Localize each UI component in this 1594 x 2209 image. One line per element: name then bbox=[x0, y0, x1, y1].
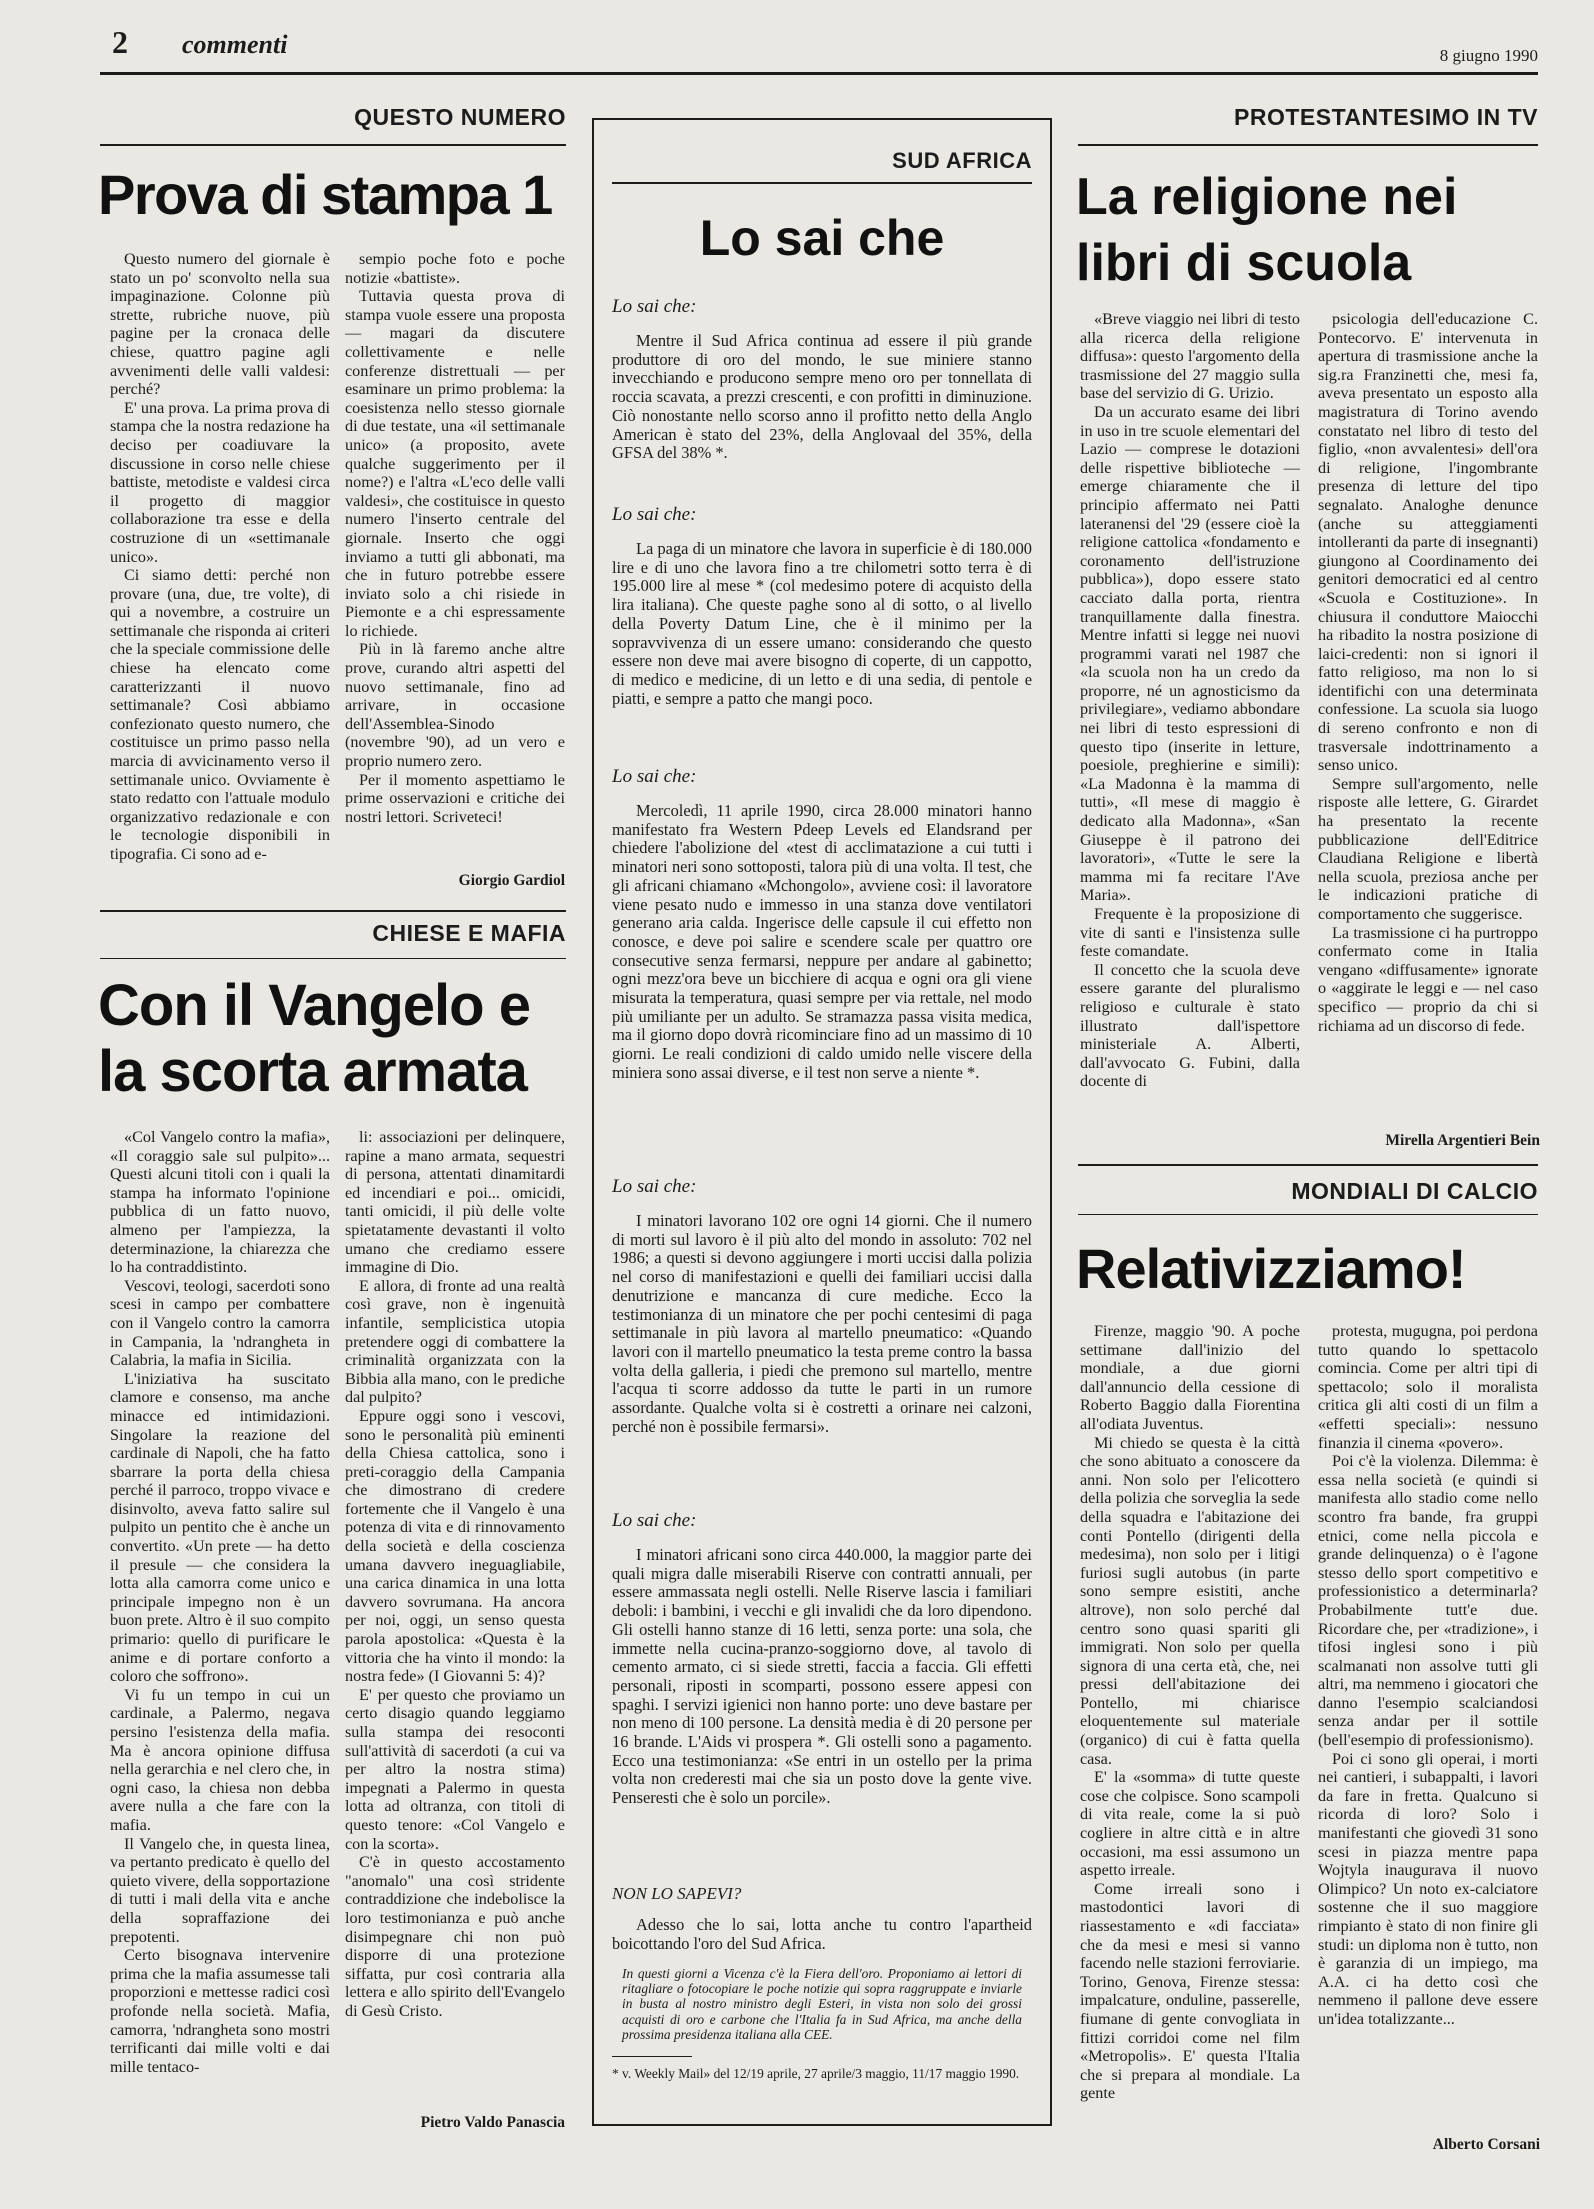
sud-africa-para-1 bbox=[612, 332, 1032, 480]
sud-africa-para-5 bbox=[612, 1546, 1032, 1898]
page-number: 2 bbox=[112, 24, 128, 60]
sud-africa-footnote: * v. Weekly Mail» del 12/19 aprile, 27 aprile/3 maggio, 11/17 maggio 1990. bbox=[612, 2066, 1020, 2081]
headline-relativizziamo: Relativizziamo! bbox=[1076, 1237, 1466, 1300]
kicker-protestantesimo: PROTESTANTESIMO IN TV bbox=[1234, 104, 1538, 130]
signature-corsani: Alberto Corsani bbox=[1432, 2136, 1540, 2153]
paragraph: «Breve viaggio nei libri di testo alla ricerca della religione diffusa»: questo l'argomento della trasmissione del 27 maggio sulla base del servizio di G. Urizio. bbox=[1080, 310, 1300, 403]
lead-lo-sai-che: Lo sai che: bbox=[612, 1510, 697, 1531]
paragraph: Come irreali sono i mastodontici lavori di riassestamento e «di facciata» che da mesi e mesi si vanno facendo nelle stazioni ferroviarie. Torino, Genova, Firenze stessa: impalcature, onduline, passerelle, fiumane di gente convogliata in fittizi corridoi come nel film «Metropolis». E' questa l'Italia che si prepara al mondiale. La gente bbox=[1080, 1879, 1300, 2103]
sud-africa-note: In questi giorni a Vicenza c'è la Fiera dell'oro. Proponiamo ai lettori di ritagliare o fotocopiare le poche notizie qui sopra raggruppate e inviarle in busta al nostro ministro degli Esteri, in vista non solo dei grossi acquisti di oro e carbone che l'Italia fa in Sud Africa, ma anche della prossima presidenza italiana alla CEE. bbox=[622, 1966, 1022, 2042]
kicker-chiese-mafia: CHIESE E MAFIA bbox=[372, 920, 566, 946]
paragraph: E' una prova. La prima prova di stampa che la nostra redazione ha deciso per coadiuvare la discussione in corso nelle chiese battiste, metodiste e valdesi circa il progetto di maggior collaborazione tra esse e della costruzione di un «settimanale unico». bbox=[110, 398, 330, 566]
paragraph: Il concetto che la scuola deve essere garante del pluralismo religioso e culturale è stato illustrato dall'ispettore ministeriale A. Alberti, dall'avvocato G. Fubini, dalla docente di bbox=[1080, 960, 1300, 1091]
paragraph: Firenze, maggio '90. A poche settimane dall'inizio del mondiale, a due giorni dall'annuncio della cessione di Roberto Baggio dalla Fiorentina all'odiata Juventus. bbox=[1080, 1322, 1300, 1433]
paragraph: «Col Vangelo contro la mafia», «Il coraggio sale sul pulpito»... Questi alcuni titoli con i quali la stampa ha informato l'opinione pubblica di un fatto nuovo, almeno per l'ampiezza, la determinazione, la chiarezza che lo ha contraddistinto. bbox=[110, 1128, 330, 1277]
paragraph: Frequente è la proposizione di vite di santi e l'insistenza sulle feste comandate. bbox=[1080, 905, 1300, 961]
paragraph: La trasmissione ci ha purtroppo confermato come in Italia vengano «diffusamente» ignorate o «aggirate le leggi e — nel caso specifico — proprio da chi si richiama ad un discorso di fede. bbox=[1318, 923, 1538, 1035]
signature-gardiol: Giorgio Gardiol bbox=[458, 872, 565, 889]
kicker-sud-africa: SUD AFRICA bbox=[892, 148, 1032, 173]
footnote-rule bbox=[612, 2056, 692, 2057]
article-mondiali-col1 bbox=[1080, 1322, 1300, 2152]
paragraph: Da un accurato esame dei libri in uso in tre scuole elementari del Lazio — comprese le dotazioni delle rispettive biblioteche — emerge chiaramente che il principio affermato nei Patti lateranensi del '29 (essere cioè la religione cattolica «fondamento e coronamento dell'istruzione pubblica»), dopo essere stato cacciato dalla porta, rientra tranquillamente dalla finestra. Mentre infatti si legge nei nuovi programmi varati nel 1987 che «la scuola non ha un credo da proporre, né un agnosticismo da privilegiare», vediamo abbondare nei libri di testo espressioni di questo tipo (inserite in letture, poesiole, preghierine e simili): «La Madonna è la mamma di tutti», «Il mese di maggio è dedicato alla Madonna», «San Giuseppe è il patrono dei lavoratori», «Tutte le sere la mamma mi fa recitare l'Ave Maria». bbox=[1080, 402, 1300, 905]
sud-africa-box bbox=[592, 118, 1052, 2126]
kicker-questo-numero: QUESTO NUMERO bbox=[354, 104, 566, 130]
article-vangelo-col1 bbox=[110, 1128, 330, 2130]
section-rule bbox=[1078, 1164, 1538, 1166]
kicker-mondiali: MONDIALI DI CALCIO bbox=[1291, 1178, 1538, 1204]
section-rule bbox=[100, 910, 566, 912]
paragraph: Certo bisognava intervenire prima che la mafia assumesse tali proporzioni e mettesse radici così profonde nella società. Mafia, camorra, 'ndrangheta sono mostri terrificanti dai mille volti e dai mille tentaco- bbox=[110, 1946, 330, 2076]
paragraph: E allora, di fronte ad una realtà così grave, non è ingenuità infantile, semplicistica utopia pretendere oggi di combattere la criminalità organizzata con la Bibbia alla mano, con le prediche dal pulpito? bbox=[345, 1276, 565, 1407]
paragraph: Vescovi, teologi, sacerdoti sono scesi in campo per combattere con il Vangelo contro la camorra in Campania, la 'ndrangheta in Calabria, la mafia in Sicilia. bbox=[110, 1276, 330, 1370]
sud-africa-para-2 bbox=[612, 540, 1032, 800]
signature-panascia: Pietro Valdo Panascia bbox=[420, 2114, 565, 2131]
paragraph: L'iniziativa ha suscitato clamore e consenso, ma anche minacce ed intimidazioni. Singolare la reazione del cardinale di Napoli, che ha fatto sbarrare la porta della chiesa perché il parroco, troppo vivace e disinvolto, aveva fatto salire sul pulpito un pentito che è anche un convertito. «Un prete — ha detto il presule — che considera la lotta alla camorra come unico e principale impegno non è un buon prete. Altro è il suo compito primario: quello di purificare le anime e di portare conforto a coloro che soffrono». bbox=[110, 1369, 330, 1686]
lead-lo-sai-che: Lo sai che: bbox=[612, 296, 697, 317]
lead-non-lo-sapevi: NON LO SAPEVI? bbox=[612, 1884, 742, 1903]
paragraph: sempio poche foto e poche notizie «battiste». bbox=[345, 250, 565, 287]
kicker-rule bbox=[100, 958, 566, 959]
article-vangelo-col2 bbox=[345, 1128, 565, 2104]
paragraph: Poi c'è la violenza. Dilemma: è essa nella società (e quindi si manifesta allo stadio come nello scontro fra bande, fra gruppi etnici, come nella piccola e grande delinquenza) o è l'agone stesso dello sport competitivo e professionistico a determinarla? Probabilmente tutt'e due. Ricordare che, per «tradizione», i tifosi inglesi sono i più scalmanati non assolve tutti gli altri, ma nemmeno i giocatori che danno l'esempio scalciandosi senza andar per il sottile (bell'esempio di professionismo). bbox=[1318, 1452, 1538, 1750]
paragraph: Questo numero del giornale è stato un po' sconvolto nella sua impaginazione. Colonne più strette, rubriche nuove, più pagine per la cronaca delle chiese, quattro pagine agli avvenimenti delle valli valdesi: perché? bbox=[110, 250, 330, 399]
paragraph: Il Vangelo che, in questa linea, va pertanto predicato è quello del quieto vivere, della sopportazione di tutti i mali della vita e anche della sopraffazione dei prepotenti. bbox=[110, 1834, 330, 1946]
paragraph: Per il momento aspettiamo le prime osservazioni e critiche dei nostri lettori. Scriveteci! bbox=[345, 770, 565, 826]
paragraph: La paga di un minatore che lavora in superficie è di 180.000 lire e di uno che lavora fino a tre chilometri sotto terra è di 195.000 lire al mese * (col medesimo potere di acquisto della lira italiana). Che queste paghe sono al di sotto, o al livello della Poverty Datum Line, che è il minimo per la sopravvivenza di un essere umano: considerando che questo essere non deve mai avere bisogno di coperte, di un cappotto, di medico e medicine, di un letto e di una sedia, di pentole e piatti, e sempre a patto che mangi poco. bbox=[612, 540, 1032, 708]
paragraph: Poi ci sono gli operai, i morti nei cantieri, i subappalti, i lavori da fare in fretta. Qualcuno si ricorda di loro? Solo i manifestanti che giovedì 31 sono scesi in piazza mentre papa Wojtyla inaugurava il nuovo Olimpico? Un noto ex-calciatore sostenne che il suo maggiore rimpianto è stato di non finire gli studi: un diploma non è tutto, non è garanzia di un impiego, ma A.A. ci ha detto così che nemmeno il pallone deve essere un'idea totalizzante... bbox=[1318, 1749, 1538, 2028]
article-religione-col1 bbox=[1080, 310, 1300, 1160]
kicker-rule bbox=[612, 182, 1032, 184]
issue-date: 8 giugno 1990 bbox=[1439, 46, 1538, 65]
article-mondiali-col2 bbox=[1318, 1322, 1538, 2122]
paragraph: Vi fu un tempo in cui un cardinale, a Palermo, negava persino l'esistenza della mafia. Ma è ancora opinione diffusa nella gerarchia e nel clero che, in ogni caso, la chiesa non debba avere nulla a che fare con la mafia. bbox=[110, 1685, 330, 1834]
section-name: commenti bbox=[182, 30, 288, 59]
headline-vangelo-line2: la scorta armata bbox=[98, 1039, 527, 1104]
sud-africa-closing bbox=[612, 1916, 1032, 1953]
paragraph: Mercoledì, 11 aprile 1990, circa 28.000 minatori hanno manifestato fra Western Pdeep Levels ed Elandsrand per chiedere l'abolizione del «test di acclimatazione a cui tutti i minatori neri sono sottoposti, talora più di una volta. Il test, che gli africani chiamano «Mchongolo», avviene così: il lavoratore viene pesato nudo e immesso in una stanza dove ventilatori generano aria calda. Ingerisce delle capsule il cui effetto non conosce, e deve poi salire e scendere scale per quattro ore consecutive senza fermarsi, neppure per andare al gabinetto; ogni mezz'ora beve un bicchiere di acqua e ogni ora gli viene misurata la temperatura, quasi sempre per via rettale, nel modo più umiliante per un adulto. Se stramazza passa visita medica, ma il giorno dopo dovrà ricominciare fino ad un massimo di 10 giorni. Le reali condizioni di caldo umido nelle viscere della miniera sono assai diverse, e il test non serve a niente *. bbox=[612, 802, 1032, 1082]
paragraph: Più in là faremo anche altre prove, curando altri aspetti del nuovo settimanale, fino ad arrivare, in occasione dell'Assemblea-Sinodo (novembre '90), ad un vero e proprio numero zero. bbox=[345, 640, 565, 771]
paragraph: Mentre il Sud Africa continua ad essere il più grande produttore di oro del mondo, le sue miniere stanno invecchiando e producono sempre meno oro per tonnellata di roccia scavata, a prezzi crescenti, e con profitti in diminuzione. Ciò nonostante nello scorso anno il profitto netto della Anglo American è stato del 23%, della Anglovaal del 35%, della GFSA del 38% *. bbox=[612, 332, 1032, 463]
paragraph: C'è in questo accostamento "anomalo" una così stridente contraddizione che indebolisce la loro testimonianza e può anche disimpegnare chi non può disporre di una protezione siffatta, pur così contraria alla lettera e allo spirito dell'Evangelo di Gesù Cristo. bbox=[345, 1853, 565, 2020]
lead-lo-sai-che: Lo sai che: bbox=[612, 1176, 697, 1197]
headline-prova-di-stampa: Prova di stampa 1 bbox=[98, 163, 552, 226]
lead-lo-sai-che: Lo sai che: bbox=[612, 504, 697, 525]
paragraph: Tuttavia questa prova di stampa vuole essere una proposta — magari da discutere collettivamente e nelle conferenze distrettuali — per esaminare un primo problema: la coesistenza nello stesso giornale di due testate, una «il settimanale unico» (a proposito, avete qualche suggerimento per il nome?) e l'altra «L'eco delle valli valdesi», che costituisce in questo numero l'inserto centrale del giornale. Inserto che oggi inviamo a tutti gli abbonati, ma che in futuro potrebbe essere inviato solo a chi risiede in Piemonte e a chi espressamente lo richiede. bbox=[345, 287, 565, 640]
article-prova-col1 bbox=[110, 250, 330, 886]
masthead-rule bbox=[100, 72, 1538, 75]
paragraph: Sempre sull'argomento, nelle risposte alle lettere, G. Girardet ha presentato la recente pubblicazione dell'Editrice Claudiana Religione e libertà nella scuola, preziosa anche per le indicazioni pratiche di comportamento che suggerisce. bbox=[1318, 774, 1538, 923]
lead-lo-sai-che: Lo sai che: bbox=[612, 766, 697, 787]
paragraph: protesta, mugugna, poi perdona tutto quando lo spettacolo comincia. Come per altri tipi di spettacolo; solo il moralista critica gli alti costi di un film a «effetti speciali»: nessuno finanzia il cinema «povero». bbox=[1318, 1322, 1538, 1452]
paragraph: E' per questo che proviamo un certo disagio quando leggiamo sulla stampa dei resoconti sull'attività di sacerdoti (a cui va per altro la nostra stima) impegnati a Palermo in questa lotta ad oltranza, con titoli di questo tenore: «Col Vangelo e con la scorta». bbox=[345, 1685, 565, 1853]
headline-lo-sai-che: Lo sai che bbox=[699, 210, 945, 266]
kicker-rule bbox=[1078, 144, 1538, 146]
kicker-rule bbox=[1078, 1214, 1538, 1215]
headline-vangelo-line1: Con il Vangelo e bbox=[98, 973, 530, 1038]
paragraph: Ci siamo detti: perché non provare (una, due, tre volte), di qui a novembre, a costruire un settimanale che risponda ai criteri che la speciale commissione delle chiese ha elencato come caratterizzanti il nuovo settimanale? Così abbiamo confezionato questo numero, che costituisce un primo passo nella marcia di avvicinamento verso il settimanale unico. Ovviamente è stato redatto con l'attuale modulo organizzativo redazionale e con le tecnologie disponibili in tipografia. Ci sono ad e- bbox=[110, 566, 330, 863]
paragraph: I minatori lavorano 102 ore ogni 14 giorni. Che il numero di morti sul lavoro è il più alto del mondo in assoluto: 702 nel 1986; a questi si devono aggiungere i morti uccisi dalla polizia nel corso di manifestazioni e quelli dei familiari uccisi dalla denutrizione e mancanza di cure mediche. Ecco la testimonianza di un minatore che per pochi centesimi di paga settimanale in più lavora al martello pneumatico: «Quando lavori con il martello pneumatico la testa preme contro la bassa volta della galleria, i piedi che premono sul martello, mentre l'acqua ti scorre addosso da tutte le parti in un rumore assordante. Qualche volta si è costretti a orinare nei calzoni, perché non è possibile fermarsi». bbox=[612, 1212, 1032, 1436]
article-religione-col2 bbox=[1318, 310, 1538, 1114]
paragraph: E' la «somma» di tutte queste cose che colpisce. Sono scampoli di vita reale, come la si può cogliere in altre città e in altre occasioni, ma essi assumono un aspetto irreale. bbox=[1080, 1768, 1300, 1880]
paragraph: li: associazioni per delinquere, rapine a mano armata, sequestri di persona, attentati dinamitardi ed incendiari e poi... omicidi, tanti omicidi, il più delle volte spietatamente devastanti il volto umano che crediamo essere immagine di Dio. bbox=[345, 1128, 565, 1277]
kicker-rule bbox=[100, 144, 566, 146]
paragraph: psicologia dell'educazione C. Pontecorvo. E' intervenuta in apertura di trasmissione anche la sig.ra Franzinetti che, mesi fa, aveva presentato un esposto alla magistratura di Torino avendo constatato nel libro di testo del figlio, «non avvalentesi» dell'ora di religione, l'ingombrante presenza di letture del tipo segnalato. Analoghe denunce (anche su atteggiamenti intolleranti da parte di insegnanti) giungono al Coordinamento dei genitori democratici ed al centro «Scuola e Costituzione». In chiusura il conduttore Maiocchi ha ribadito la nostra posizione di laici-credenti: non si ignori il fatto religioso, ma non lo si identifichi con una determinata confessione. La scuola sia luogo di sereno confronto e non di trasversale indottrinamento a senso unico. bbox=[1318, 310, 1538, 775]
paragraph: Mi chiedo se questa è la città che sono abituato a conoscere da anni. Non solo per l'elicottero della polizia che sorveglia la sede della squadra e l'abitazione dei conti Pontello (dirigenti della medesima), non solo per i litigi furiosi sugli autobus (in parte sono sempre esistiti, anche altrove), non solo perché dal centro sono quasi spariti gli immigrati. Non solo per quella signora di una certa età, che, nei pressi dell'abitazione dei Pontello, mi chiarisce eloquentemente sul materiale (organico) di cui è fatta quella casa. bbox=[1080, 1433, 1300, 1768]
article-prova-col2 bbox=[345, 250, 565, 864]
paragraph: Adesso che lo sai, lotta anche tu contro l'apartheid boicottando l'oro del Sud Africa. bbox=[612, 1915, 1032, 1953]
paragraph: I minatori africani sono circa 440.000, la maggior parte dei quali migra dalle miserabili Riserve con contratti annuali, per essere ammassata negli ostelli. Nelle Riserve lascia i familiari deboli: i bambini, i vecchi e gli invalidi che da loro dipendono. Gli ostelli hanno stanze di 16 letti, senza porte: una sola, che immette nella cucina-pranzo-soggiorno dove, al tavolo di cemento armato, ci si siede stretti, faccia a faccia. Gli effetti personali, riposti in scomparti, possono essere appesi con spaghi. I servizi igienici non hanno porte: uno deve bastare per non meno di 100 persone. La densità media è di 20 persone per 16 brande. L'Aids vi prospera *. Gli ostelli sono a pagamento. Ecco una testimonianza: «Se entri in un ostello per la prima volta non crederesti mai che sia un posto dove la gente vive. Penseresti che è solo un porcile». bbox=[612, 1546, 1032, 1808]
paragraph: Eppure oggi sono i vescovi, sono le personalità più eminenti della Chiesa cattolica, sono i preti-coraggio della Campania che dimostrano di credere fortemente che il Vangelo è una potenza di vita e di rinnovamento della società e della coscienza umana davvero ineguagliabile, una carica dinamica in una lotta davvero sovrumana. Ha ancora per noi, oggi, un senso questa parola apostolica: «Questa è la vittoria che ha vinto il mondo: la nostra fede» (I Giovanni 5: 4)? bbox=[345, 1406, 565, 1686]
sud-africa-para-4 bbox=[612, 1212, 1032, 1548]
signature-argentieri: Mirella Argentieri Bein bbox=[1385, 1132, 1540, 1149]
headline-religione-line1: La religione nei bbox=[1076, 168, 1458, 226]
headline-religione-line2: libri di scuola bbox=[1076, 234, 1412, 292]
